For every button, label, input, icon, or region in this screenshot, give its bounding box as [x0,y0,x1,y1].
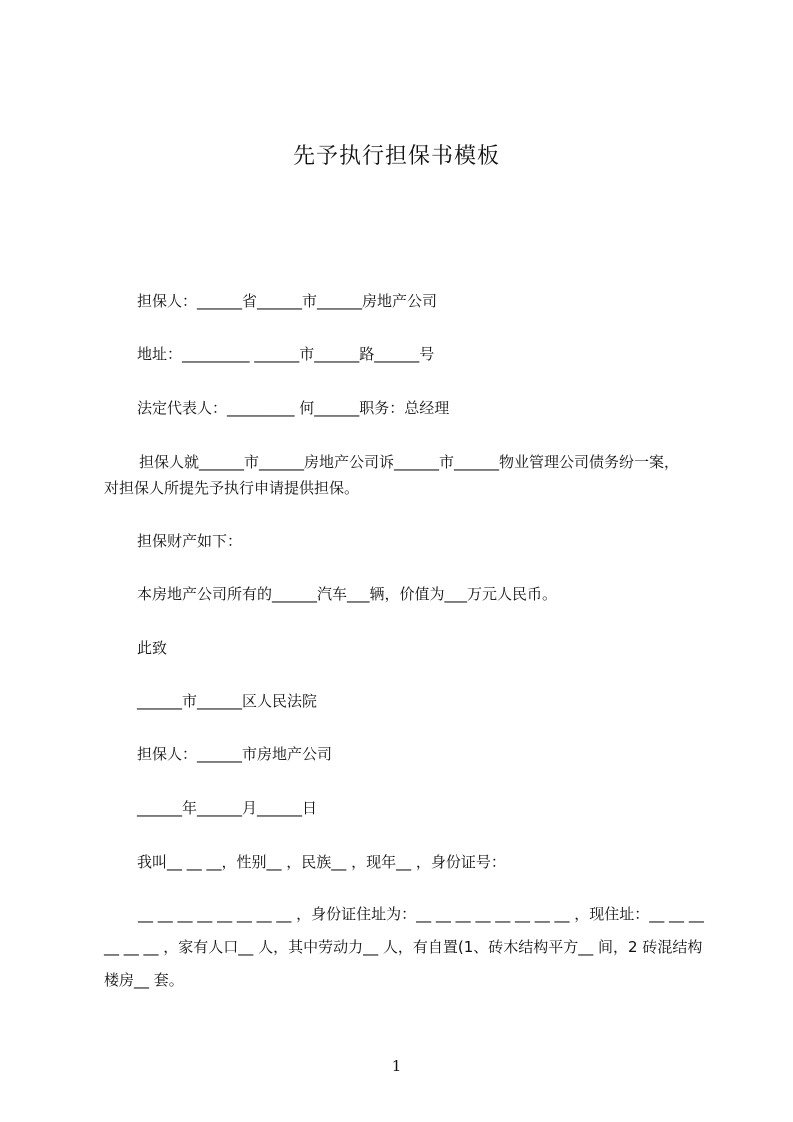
property-heading: 担保财产如下： [137,532,243,550]
document-title: 先予执行担保书模板 [292,144,500,169]
legal-representative-line: 法定代表人：_________ 何______职务：总经理 [137,399,450,417]
date-line: ______年______月______日 [137,799,318,817]
page-number: 1 [391,1057,402,1075]
address-line: 地址：_________ ______市______路______号 [137,345,435,363]
personal-detail-paragraph [104,898,704,997]
guarantor-line: 担保人：______省______市______房地产公司 [137,292,438,310]
statement-line-1: 担保人就______市______房地产公司诉______市______物业管理公司债务纷一案， [139,453,680,471]
salutation: 此致 [137,639,168,657]
signature-line: 担保人：______市房地产公司 [137,745,333,763]
personal-intro-line: 我叫__ __ __，性别__ ，民族__ ，现年__ ，身份证号： [137,853,506,871]
statement-line-2: 对担保人所提先予执行申请提供担保。 [104,479,360,497]
property-detail: 本房地产公司所有的______汽车___辆，价值为___万元人民币。 [137,585,558,603]
court-line: ______市______区人民法院 [137,692,318,710]
personal-detail-text: __ __ __ __ __ __ __ __ ，身份证住址为：__ __ __ __ __ __ __ __ ，现住址：__ __ __ __ __ __ ，家有人口__ 人，其中劳动力__ 人，有自置(1、砖木结构平方__ 间，2 砖混结构楼房__ 套。 [104,905,704,989]
